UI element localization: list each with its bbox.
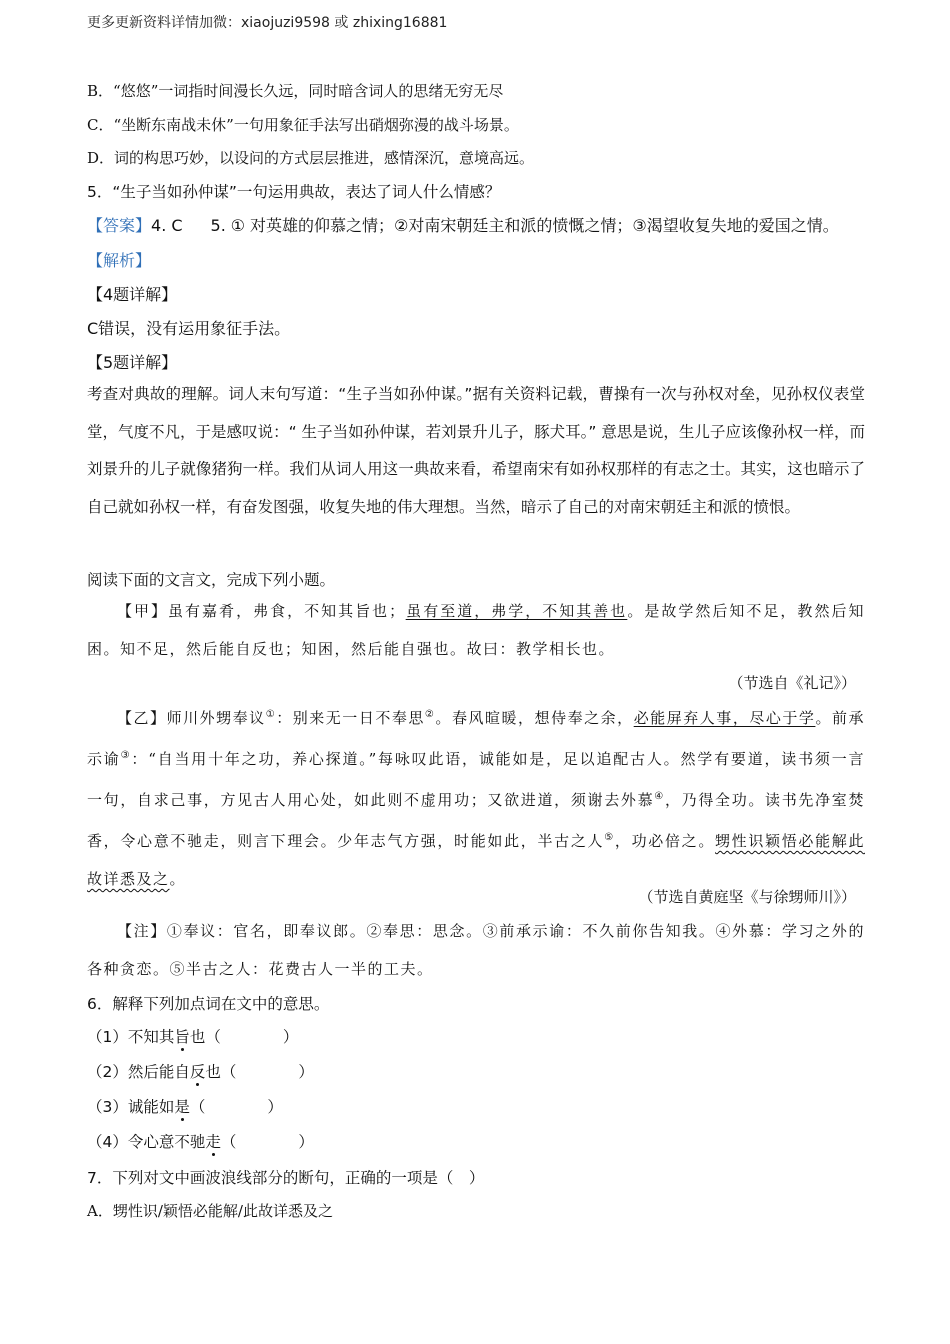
- q6-item-pre: 诚能如: [127, 1098, 175, 1116]
- note-ref-2: ②: [424, 709, 436, 720]
- q6-item-post: 也: [205, 1063, 221, 1081]
- yi-text-8: ，功必倍之。: [614, 832, 715, 850]
- jia-tag: 【甲】: [117, 602, 169, 620]
- detail-4-text: C错误，没有运用象征手法。: [87, 319, 291, 338]
- option-b: B．“悠悠”一词指时间漫长久远，同时暗含词人的思绪无穷无尽: [87, 82, 504, 100]
- q6-item-num: （4）: [87, 1133, 128, 1151]
- q6-item-pre: 不知其: [127, 1028, 175, 1046]
- q6-item-post: 也: [189, 1028, 206, 1046]
- answer-blank[interactable]: （ ）: [220, 1063, 314, 1081]
- q6-item-4: [87, 1130, 314, 1152]
- note-ref-4: ④: [654, 791, 665, 802]
- detail-5-text: 考查对典故的理解。词人末句写道：“生子当如孙仲谋。”据有关资料记载，曹操有一次与孙权对垒，见孙权仪表堂堂，气度不凡，于是感叹说：“ 生子当如孙仲谋，若刘景升儿子，豚犬耳。” 意思是说，生儿子应该像孙权一样，而刘景升的儿子就像猪狗一样。我们从词人用这一典故来看，希望南宋有如孙权那样的有志之士。其实，这也暗示了自己就如孙权一样，有奋发图强，收复失地的伟大理想。当然，暗示了自己的对南宋朝廷主和派的愤恨。: [87, 385, 865, 516]
- answer-5-text: ① 对英雄的仰慕之情；②对南宋朝廷主和派的愤慨之情；③渴望收复失地的爱国之情。: [230, 216, 839, 235]
- question-6: 6．解释下列加点词在文中的意思。: [87, 995, 330, 1013]
- yi-text-5: 。前承示谕: [87, 709, 865, 768]
- yi-wavy-sentence: 甥性识颖悟必能解此故详悉及之: [87, 832, 865, 888]
- dotted-word: 走: [205, 1133, 221, 1151]
- yi-text-6: ：“自当用十年之功，养心探道。”每咏叹此语，诚能如是，足以追配古人。然学有要道，读书须一言一句，自求己事，方见古人用心处，如此则不虚用功；又欲进道，须谢去外慕: [87, 750, 865, 809]
- option-d: D．词的构思巧妙，以设问的方式层层推进，感情深沉，意境高远。: [87, 149, 535, 167]
- answer-tag: 【答案】: [87, 216, 152, 235]
- option-c: C．“坐断东南战未休”一句用象征手法写出硝烟弥漫的战斗场景。: [87, 116, 519, 134]
- detail-5-title: 【5题详解】: [87, 353, 178, 372]
- detail-4-title: 【4题详解】: [87, 285, 178, 304]
- answer-blank[interactable]: （ ）: [220, 1133, 314, 1151]
- q6-item-pre: 然后能自: [127, 1063, 190, 1081]
- note-text: ①奉议：官名，即奉议郎。②奉思：思念。③前承示谕：不久前你告知我。④外慕：学习之外的各种贪恋。⑤半古之人：花费古人一半的工夫。: [87, 922, 865, 978]
- page-header: 更多更新资料详情加微：xiaojuzi9598 或 zhixing16881: [87, 15, 448, 31]
- answer-5-num: 5.: [210, 216, 226, 235]
- jia-text-1: 虽有嘉肴，弗食，不知其旨也；: [168, 602, 406, 620]
- yi-text-7: ，乃得全功。读书先净室焚香，令心意不驰走，则言下理会。少年志气方强，时能如此，半古之人: [87, 791, 865, 850]
- passage-yi: [87, 696, 865, 898]
- passage-jia: [87, 592, 865, 668]
- jia-source: （节选自《礼记》）: [728, 674, 856, 692]
- answer-blank[interactable]: （ ）: [189, 1098, 283, 1116]
- note-ref-5: ⑤: [604, 832, 615, 843]
- answer-4: 4. C: [151, 216, 183, 235]
- note-tag: 【注】: [117, 922, 167, 940]
- q6-item-3: [87, 1095, 283, 1117]
- jia-text-2: 。是故学然后知不足，教然后知困。知不足，然后能自反也；知困，然后能自强也。故曰：教学相长也。: [87, 602, 865, 658]
- note-ref-1: ①: [265, 709, 277, 720]
- yi-text-3: 。春风暄暖，想侍奉之余，: [435, 709, 634, 727]
- notes: [87, 912, 865, 988]
- dotted-word: 是: [174, 1098, 190, 1116]
- q6-item-num: （1）: [87, 1028, 128, 1046]
- q6-item-num: （3）: [87, 1098, 128, 1116]
- yi-underlined-sentence: 必能屏弃人事，尽心于学: [633, 709, 816, 727]
- reading-intro: 阅读下面的文言文，完成下列小题。: [87, 571, 336, 589]
- yi-text-2: ：别来无一日不奉思: [276, 709, 425, 727]
- yi-tag: 【乙】: [117, 709, 167, 727]
- question-5: 5．“生子当如孙仲谋”一句运用典故，表达了词人什么情感？: [87, 183, 501, 201]
- q6-item-1: [87, 1025, 298, 1047]
- q6-item-pre: 令心意不驰: [127, 1133, 206, 1151]
- answer-blank[interactable]: （ ）: [205, 1028, 299, 1046]
- jia-underlined-sentence: 虽有至道，弗学，不知其善也: [405, 602, 628, 620]
- yi-source: （节选自黄庭坚《与徐甥师川》）: [638, 888, 856, 906]
- yi-text-1: 师川外甥奉议: [166, 709, 266, 727]
- note-ref-3: ③: [120, 750, 132, 761]
- dotted-word: 反: [189, 1063, 206, 1081]
- answer-line: [87, 213, 839, 236]
- yi-text-10: 。: [169, 870, 187, 888]
- q6-item-num: （2）: [87, 1063, 128, 1081]
- dotted-word: 旨: [174, 1028, 190, 1046]
- analysis-tag: 【解析】: [87, 251, 152, 270]
- q6-item-2: [87, 1060, 314, 1082]
- q7-option-a[interactable]: A．甥性识/颖悟必能解/此故详悉及之: [87, 1202, 333, 1220]
- question-7: 7．下列对文中画波浪线部分的断句，正确的一项是（ ）: [87, 1169, 485, 1187]
